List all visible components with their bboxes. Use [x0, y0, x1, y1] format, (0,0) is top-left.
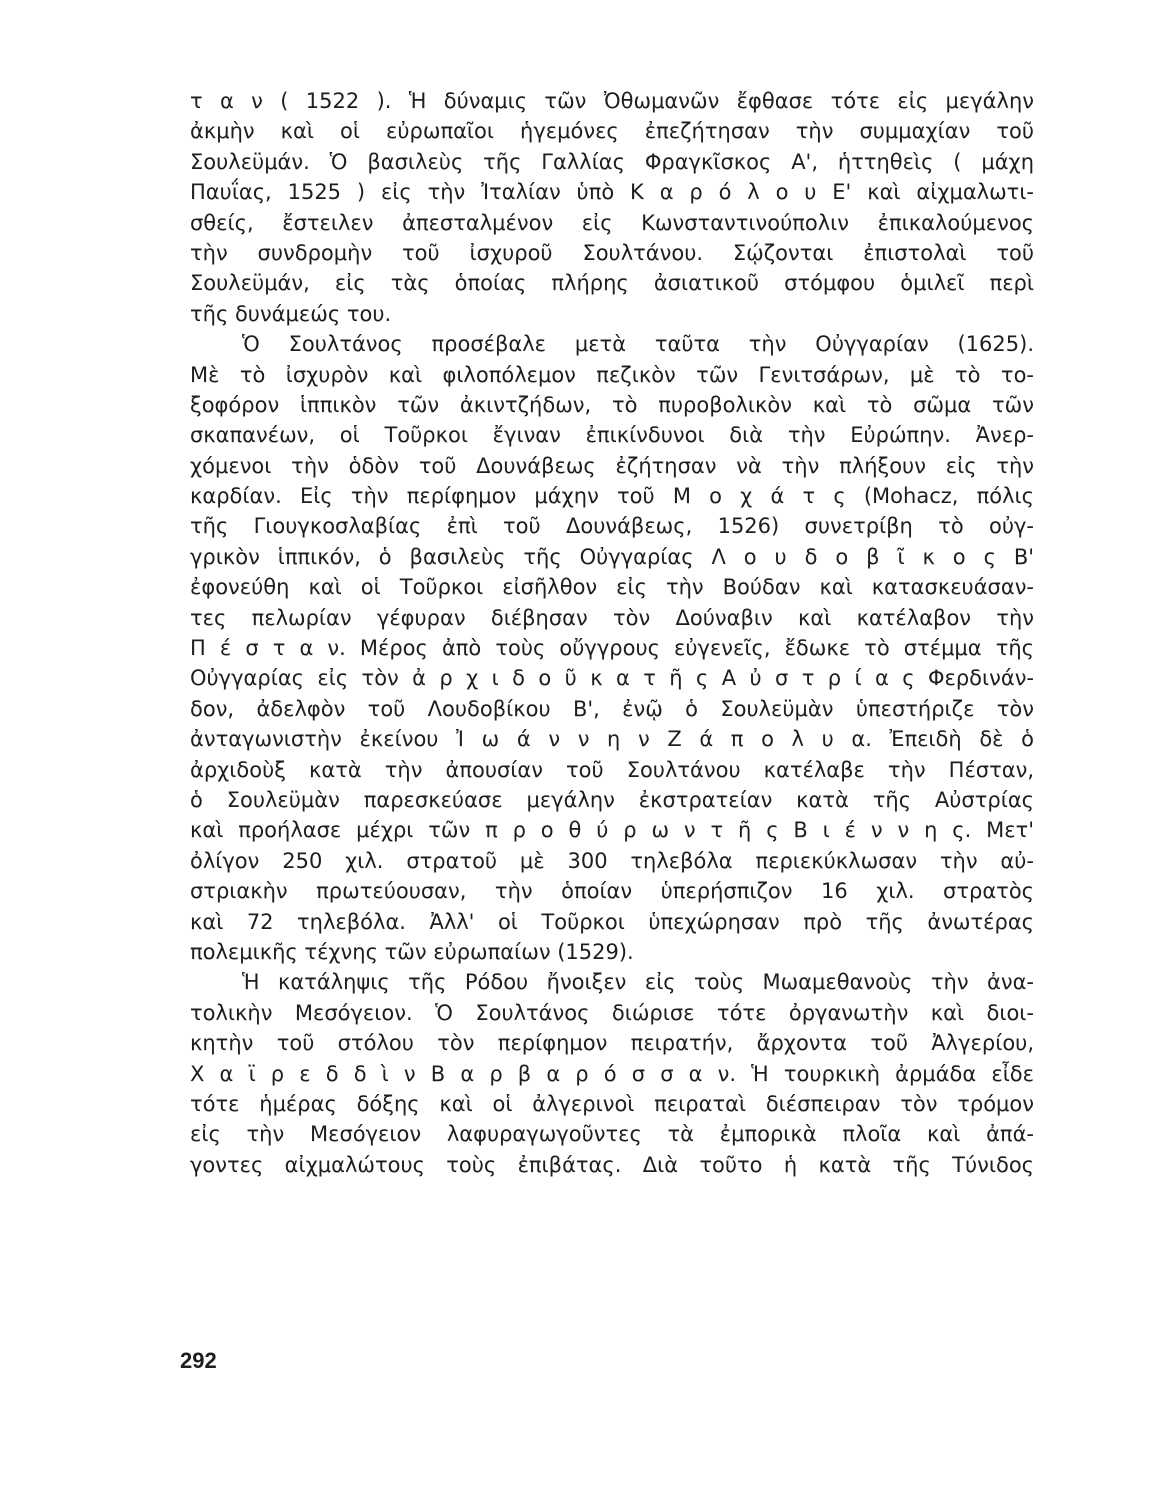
text-line: τῆς Γιουγκοσλαβίας ἐπὶ τοῦ Δουνάβεως, 1526) συνετρίβη τὸ οὐγ- [190, 514, 1034, 539]
text-line: Χ α ϊ ρ ε δ δ ὶ ν Β α ρ β α ρ ό σ σ α ν. Ἡ τουρκικὴ ἀρμάδα εἶδε [190, 1061, 1034, 1086]
text-line: τολικὴν Μεσόγειον. Ὁ Σουλτάνος διώρισε τότε ὀργανωτὴν καὶ διοι- [190, 1000, 1034, 1025]
text-line: ἀνταγωνιστὴν ἐκείνου Ἰ ω ά ν ν η ν Ζ ά π ο λ υ α. Ἐπειδὴ δὲ ὁ [190, 727, 1034, 752]
paragraph-first-line: Ὁ Σουλτάνος προσέβαλε μετὰ ταῦτα τὴν Οὐγγαρίαν (1625). [242, 332, 1034, 357]
text-line: ἐφονεύθη καὶ οἱ Τοῦρκοι εἰσῆλθον εἰς τὴν Βούδαν καὶ κατασκευάσαν- [190, 575, 1034, 600]
text-line: γοντες αἰχμαλώτους τοὺς ἐπιβάτας. Διὰ τοῦτο ἡ κατὰ τῆς Τύνιδος [190, 1152, 1034, 1177]
text-line: πολεμικῆς τέχνης τῶν εὐρωπαίων (1529). [190, 939, 634, 964]
text-line: ξοφόρον ἱππικὸν τῶν ἀκιντζήδων, τὸ πυροβολικὸν καὶ τὸ σῶμα τῶν [190, 392, 1034, 417]
text-line: τὴν συνδρομὴν τοῦ ἰσχυροῦ Σουλτάνου. Σῴζονται ἐπιστολαὶ τοῦ [190, 240, 1034, 265]
text-line: στριακὴν πρωτεύουσαν, τὴν ὁποίαν ὑπερήσπιζον 16 χιλ. στρατὸς [190, 879, 1034, 904]
text-line: Μὲ τὸ ἰσχυρὸν καὶ φιλοπόλεμον πεζικὸν τῶν Γενιτσάρων, μὲ τὸ το- [190, 362, 1034, 387]
text-line: ὀλίγον 250 χιλ. στρατοῦ μὲ 300 τηλεβόλα περιεκύκλωσαν τὴν αὐ- [190, 848, 1034, 873]
text-line: Σουλεϋμάν, εἰς τὰς ὁποίας πλήρης ἀσιατικοῦ στόμφου ὁμιλεῖ περὶ [190, 271, 1034, 296]
text-line: Παυΐας, 1525 ) εἰς τὴν Ἰταλίαν ὑπὸ Κ α ρ ό λ ο υ Ε' καὶ αἰχμαλωτι- [190, 180, 1034, 205]
text-line: καρδίαν. Εἰς τὴν περίφημον μάχην τοῦ Μ ο χ ά τ ς (Mohacz, πόλις [190, 484, 1034, 509]
page-number: 292 [180, 1348, 217, 1373]
text-line: καὶ προήλασε μέχρι τῶν π ρ ο θ ύ ρ ω ν τ ῆ ς Β ι έ ν ν η ς. Μετ' [190, 818, 1034, 843]
text-line: ὁ Σουλεϋμὰν παρεσκεύασε μεγάλην ἐκστρατείαν κατὰ τῆς Αὐστρίας [190, 787, 1034, 812]
text-line: εἰς τὴν Μεσόγειον λαφυραγωγοῦντες τὰ ἐμπορικὰ πλοῖα καὶ ἀπά- [190, 1122, 1034, 1147]
text-line: Σουλεϋμάν. Ὁ βασιλεὺς τῆς Γαλλίας Φραγκῖσκος Α', ἡττηθεὶς ( μάχη [190, 149, 1034, 174]
text-line: σθείς, ἔστειλεν ἀπεσταλμένον εἰς Κωνσταντινούπολιν ἐπικαλούμενος [190, 210, 1034, 235]
text-line: καὶ 72 τηλεβόλα. Ἀλλ' οἱ Τοῦρκοι ὑπεχώρησαν πρὸ τῆς ἀνωτέρας [190, 909, 1034, 934]
text-line: Π έ σ τ α ν. Μέρος ἀπὸ τοὺς οὔγγρους εὐγενεῖς, ἔδωκε τὸ στέμμα τῆς [190, 636, 1034, 661]
paragraph-first-line: Ἡ κατάληψις τῆς Ρόδου ἤνοιξεν εἰς τοὺς Μωαμεθανοὺς τὴν ἀνα- [242, 970, 1034, 995]
text-line: χόμενοι τὴν ὁδὸν τοῦ Δουνάβεως ἐζήτησαν νὰ τὴν πλήξουν εἰς τὴν [190, 453, 1034, 478]
text-line: τ α ν ( 1522 ). Ἡ δύναμις τῶν Ὀθωμανῶν ἔφθασε τότε εἰς μεγάλην [190, 89, 1034, 113]
text-line: σκαπανέων, οἱ Τοῦρκοι ἔγιναν ἐπικίνδυνοι διὰ τὴν Εὐρώπην. Ἀνερ- [190, 423, 1034, 448]
text-line: τες πελωρίαν γέφυραν διέβησαν τὸν Δούναβιν καὶ κατέλαβον τὴν [190, 605, 1034, 630]
text-line: τῆς δυνάμεώς του. [190, 301, 392, 326]
text-line: κητὴν τοῦ στόλου τὸν περίφημον πειρατήν, ἄρχοντα τοῦ Ἀλγερίου, [190, 1031, 1034, 1056]
text-line: Οὐγγαρίας εἰς τὸν ἀ ρ χ ι δ ο ῦ κ α τ ῆ ς Α ὐ σ τ ρ ί α ς Φερδινάν- [190, 666, 1034, 691]
text-line: ἀκμὴν καὶ οἱ εὐρωπαῖοι ἡγεμόνες ἐπεζήτησαν τὴν συμμαχίαν τοῦ [190, 119, 1034, 144]
text-line: δον, ἀδελφὸν τοῦ Λουδοβίκου Β', ἐνῷ ὁ Σουλεϋμὰν ὑπεστήριζε τὸν [190, 696, 1034, 721]
text-line: τότε ἡμέρας δόξης καὶ οἱ ἀλγερινοὶ πειραταὶ διέσπειραν τὸν τρόμον [190, 1091, 1034, 1116]
body-text [190, 86, 1034, 1180]
text-line: ἀρχιδοὺξ κατὰ τὴν ἀπουσίαν τοῦ Σουλτάνου κατέλαβε τὴν Πέσταν, [190, 757, 1034, 782]
text-line: γρικὸν ἱππικόν, ὁ βασιλεὺς τῆς Οὐγγαρίας Λ ο υ δ ο β ῖ κ ο ς Β' [190, 544, 1034, 569]
